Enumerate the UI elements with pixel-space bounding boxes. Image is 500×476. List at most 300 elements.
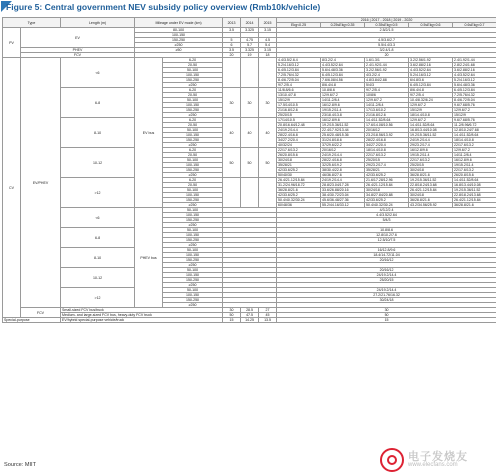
value-ekg: 30/24/18 [409,193,453,198]
value-ekg: 19.2/15.36/11.52 [321,123,365,128]
length-band: >12 [61,288,135,308]
mileage-cell: 100-150 [163,133,223,138]
value-2016-2020: 4.5/3.6/2.7 [277,38,496,43]
value-ekg: 14.4/11.52/8.64 [453,133,496,138]
value-2016-2020: 12.5/10/7.5 [277,238,496,243]
value-ekg: 26.4/21.12/15.84 [365,183,409,188]
mileage-cell: 150-250 [163,238,223,243]
value-ekg: 26.4/21.12/15.84 [453,198,496,203]
mileage-cell: 50-100 [163,288,223,293]
value-2013: 5 [223,38,241,43]
value-2013: 15 [223,318,241,323]
value-2015: 30 [259,88,277,118]
value-ekg: 40/32/24 [277,143,321,148]
value-ekg: 26.4/21.12/15.84 [409,188,453,193]
fcv-category: Medium- and large-sized FCV bus, heavy-duty FCV truck [61,313,223,318]
value-ekg: 12.8/10.24/7.68 [453,128,496,133]
value-ekg: 5.2/4.16/3.12 [277,63,321,68]
value-2016-2020: 30/24/18 [277,298,496,303]
value-ekg: 8/3.2/2.4 [321,58,365,63]
figure-title-bar [0,0,500,14]
value-ekg: 4.4/3.52/2.64 [321,63,365,68]
mileage-cell: ≥250 [163,203,223,208]
value-ekg: 8.4/6.72/5.04 [277,78,321,83]
value-ekg: 15/12/9 [409,108,453,113]
value-ekg: 42/33.6/25.2 [277,168,321,173]
value-2015: 27 [259,308,277,313]
value-ekg: 15/12/9 [453,113,496,118]
value-ekg: 12/9.6/7.2 [365,98,409,103]
cv-ev-row [3,58,497,63]
value-ekg: 1.6/1.3/1 [365,58,409,63]
value-ekg: 18/14.4/10.8 [453,138,496,143]
value-2014: 4.75 [241,38,259,43]
mileage-cell: 6-20 [163,58,223,63]
value-ekg: 2.8/2.24/1.68 [453,63,496,68]
value-2016-2020: 15 [277,318,496,323]
value-ekg: 18/14.4/10.8 [365,148,409,153]
value-ekg: 38.4/30.72/23.04 [321,193,365,198]
value-2016-2020: 25/20/15 [277,278,496,283]
value-ekg: 17/13.6/10.2 [365,108,409,113]
value-2013: 6 [223,43,241,48]
value-2014: 3.325 [241,28,259,33]
mileage-cell: 150-250 [163,78,223,83]
value-ekg: 28.8/23.04/17.28 [321,183,365,188]
type-pv-ev: EV [21,28,135,48]
value-ekg: 10/8/6 [365,93,409,98]
value-ekg: 3.6/2.88/2.16 [453,68,496,73]
value-2015: 40 [259,118,277,148]
value-ekg: 12/9.6/7.2 [409,103,453,108]
mileage-cell: ≥250 [163,173,223,178]
watermark-url: www.elecfans.com [408,462,458,468]
value-ekg: 14.4/11.52/8.64 [409,123,453,128]
mileage-cell: 150-250 [163,198,223,203]
value-ekg: 4.8/3.84/2.88 [365,78,409,83]
value-ekg: 12/9.6/7.2 [321,93,365,98]
value-2016-2020: 50 [277,313,496,318]
mileage-cell: ≥250 [163,143,223,148]
value-ekg: 24/19.2/14.4 [277,128,321,133]
value-ekg: 9/7.2/5.4 [277,83,321,88]
value-ekg: 26.4/21.12/15.84 [277,178,321,183]
mileage-cell: 20-50 [163,123,223,128]
value-2014: 19 [241,53,259,58]
value-ekg: 36/28.8/21.6 [409,198,453,203]
value-ekg: 9/7.2/5.4 [409,93,453,98]
mileage-cell: ≥250 [163,263,223,268]
cv-ev-row [3,178,497,183]
value-ekg: 14.4/11.52/8.64 [453,178,496,183]
length-band: 10-12 [61,268,135,288]
value-ekg: 28/22.4/16.8 [365,138,409,143]
mileage-cell: 150-250 [163,218,223,223]
value-ekg: 5.6/4.48/3.36 [321,68,365,73]
value-ekg: 25/20/15 [409,163,453,168]
value-ekg: 22/17.6/13.2 [365,153,409,158]
value-ekg: 31/24.8/18.6 [321,138,365,143]
value-ekg: 19/15.2/11.4 [453,163,496,168]
mileage-cell: 6-20 [163,178,223,183]
mileage-cell: ≥250 [163,113,223,118]
value-ekg: 38/30.4/22.8 [321,168,365,173]
mileage-cell: 50-100 [163,208,223,213]
value-ekg: 20/16/12 [365,128,409,133]
header-ekg-band: 0.6≤Ekg<0.7 [453,23,496,28]
type-special-purpose: Special-purpose [3,318,61,323]
value-ekg: 36/28.8/21.6 [409,173,453,178]
value-2016-2020: 20/16/12 [277,258,496,263]
header-2015: 2015 [259,18,277,28]
value-ekg: 8/6.4/4.8 [409,88,453,93]
value-ekg: 34.8/27.84/20.88 [365,193,409,198]
value-ekg: 34/27.2/20.4 [277,138,321,143]
value-ekg: 5/4/3 [365,83,409,88]
value-ekg: 10.8/8.6 [321,88,365,93]
value-ekg: 4.4/3.52/2.64 [409,68,453,73]
mileage-cell: 6-20 [163,88,223,93]
value-ekg: 13/10.4/7.8 [277,93,321,98]
value-ekg: 43.2/34.56/25.92 [409,203,453,208]
mileage-cell: 20-50 [163,153,223,158]
value-2016-2020: 10.8/8.6 [277,228,496,233]
value-2014 [241,178,259,208]
value-ekg: 9/7.2/5.4 [365,88,409,93]
subsidy-table-wrap [2,17,496,459]
value-ekg: 17.5/14/10.5 [277,103,321,108]
value-ekg: 21.6/17.28/12.96 [365,178,409,183]
mileage-cell: 100-150 [163,273,223,278]
length-band: 6-8 [61,228,135,248]
value-ekg: 10.4/8.32/6.24 [409,98,453,103]
value-ekg: 5.2/4.16/3.12 [409,73,453,78]
value-ekg: 2.4/1.92/1.44 [365,63,409,68]
value-ekg: 11.2/8.96/6.72 [453,123,496,128]
value-ekg: 21/16.8/12.6 [365,113,409,118]
mileage-cell: 50-100 [163,98,223,103]
value-ekg: 28/22.4/16.8 [277,133,321,138]
mileage-cell: 100-150 [163,293,223,298]
type-phev-bus: PHEV bus [135,208,163,308]
value-2013 [223,58,241,88]
value-ekg: 50.4/40.32/30.24 [365,203,409,208]
value-2014: 5.7 [241,43,259,48]
header-2013: 2013 [223,18,241,28]
watermark [380,448,492,472]
value-2016-2020: 20 [277,53,496,58]
value-ekg: 15/12/9 [277,98,321,103]
value-ekg: 6/4.8/3.6 [409,78,453,83]
cv-ev-row [3,88,497,93]
value-ekg: 14/11.2/8.4 [321,98,365,103]
value-ekg: 50/40/30 [277,173,321,178]
mileage-cell: 20-50 [163,93,223,98]
mileage-cell: 50-100 [163,228,223,233]
value-ekg: 37/29.6/22.2 [321,143,365,148]
value-ekg: 6.4/5.12/3.84 [277,68,321,73]
value-ekg: 32/25.6/19.2 [321,163,365,168]
mileage-cell: ≥250 [135,43,223,48]
header-ekg-band: 0.25≤Ekg<0.35 [321,23,365,28]
value-2014: 30 [241,88,259,118]
value-ekg: 7.2/5.76/4.32 [453,93,496,98]
length-band: 6-8 [61,88,135,118]
length-band: >12 [61,178,135,208]
value-ekg: 22/17.6/13.2 [453,143,496,148]
mileage-cell: 50-100 [163,248,223,253]
value-ekg: 30/24/18 [409,168,453,173]
mileage-cell: ≥250 [163,303,223,308]
value-ekg: 12/9.6/7.2 [453,148,496,153]
mileage-cell: 150-250 [163,168,223,173]
value-ekg: 22/17.6/13.2 [453,168,496,173]
value-ekg: 17/14/10.5 [277,118,321,123]
value-ekg: 22.4/17.92/13.44 [321,128,365,133]
value-2016-2020: 5.5/4.4/3.3 [277,43,496,48]
type-pv-phev: PHEV [21,48,135,53]
value-ekg: 12/9.6/7.2 [409,118,453,123]
value-ekg: 22.8/18.24/13.68 [409,183,453,188]
value-ekg: 31.2/24.96/18.72 [277,183,321,188]
mileage-cell: 150-250 [163,298,223,303]
mileage-cell: ≥250 [163,83,223,88]
mileage-cell: ≥250 [163,243,223,248]
value-ekg: 19/15.2/11.4 [321,108,365,113]
value-ekg: 6.4/5.12/3.84 [453,88,496,93]
mileage-cell: 6-20 [163,148,223,153]
length-band: 10-12 [61,148,135,178]
value-ekg: 8.4/6.72/5.04 [453,98,496,103]
value-2014: 47.5 [241,313,259,318]
mileage-cell: 20-50 [163,63,223,68]
mileage-cell: 100-150 [163,253,223,258]
mileage-cell: 150-250 [163,138,223,143]
value-ekg: 16/12.8/9.6 [321,103,365,108]
value-2016-2020: 24/19.2/14.4 [277,288,496,293]
value-ekg: 19.2/15.36/11.52 [409,133,453,138]
value-2013: 50 [223,148,241,178]
value-2016-2020: 4/3.2/2.4 [277,208,496,213]
value-ekg: 21/16.8/12.6 [277,108,321,113]
value-ekg: 25.6/20.48/15.36 [321,133,365,138]
value-ekg: 25/20/15 [365,158,409,163]
value-ekg: 25/20/15 [277,113,321,118]
value-ekg: 4.4/3.5/2.6.4 [277,58,321,63]
value-ekg: 42/33.6/25.2 [277,193,321,198]
mileage-cell: 100-150 [163,103,223,108]
value-2016-2020: 3/2.4/1.8 [277,48,496,53]
value-2016-2020: 2.5/2/1.5 [277,28,496,33]
mileage-cell: 50-100 [163,68,223,73]
value-2016-2020: 5/4/3 [277,218,496,223]
value-2016-2020: 20/16/12 [277,268,496,273]
value-ekg: 24/19.2/14.4 [321,178,365,183]
value-2014: 3.325 [241,48,259,53]
value-2015: 45 [259,313,277,318]
value-ekg: 29/23.2/17.4 [365,163,409,168]
mileage-cell: 100-150 [163,163,223,168]
mileage-cell: 150-250 [135,38,223,43]
value-ekg: 30/24/18 [365,188,409,193]
type-pv-fcv: FCV [21,53,135,58]
mileage-cell: 50-100 [163,158,223,163]
mileage-cell: 100-150 [163,193,223,198]
mileage-cell: 50-100 [163,268,223,273]
value-ekg: 20/16/12 [321,148,365,153]
value-2015 [259,178,277,208]
value-2013: 50 [223,313,241,318]
value-2016-2020: 27.2/21.76/16.32 [277,293,496,298]
value-ekg: 24/19.2/14.4 [321,153,365,158]
header-2016-2020: 2016 | 2017 - 2018 | 2019 - 2020 [277,18,496,23]
elecfans-logo-icon [380,448,404,472]
subsidy-table [2,17,496,323]
value-2013: 30 [223,88,241,118]
value-ekg: 2.4/1.92/1.44 [453,58,496,63]
mileage-cell: 150-250 [163,278,223,283]
type-ev-bus: EV bus [135,58,163,208]
length-band: 8-10 [61,118,135,148]
value-ekg: 9.6/7.68/5.76 [453,103,496,108]
value-ekg: 30/24/18 [277,158,321,163]
value-2015: 3.15 [259,28,277,33]
value-ekg: 19.2/15.36/11.52 [409,178,453,183]
value-ekg: 16/12.8/9.6 [409,148,453,153]
value-2015: 13.5 [259,318,277,323]
header-mileage: Mileage under EV mode (km) [135,18,223,28]
type-pv: PV [3,28,21,58]
value-2015: 5.4 [259,43,277,48]
value-ekg: 36/28.8/21.6 [277,188,321,193]
value-ekg: 11/8.8/6.6 [277,88,321,93]
value-ekg: 3.2/2.56/1.92 [365,68,409,73]
value-ekg: 14.4/11.52/8.64 [365,118,409,123]
mileage-cell: 6-20 [163,118,223,123]
value-ekg: 34/27.2/20.4 [365,143,409,148]
value-ekg: 26/20.8/15.6 [277,153,321,158]
value-2013: 3.5 [223,28,241,33]
value-2013 [223,178,241,208]
value-2013: 20 [223,53,241,58]
type-cv-evphev: EV/PHEV [21,58,61,308]
value-2013: 30 [223,308,241,313]
header-ekg-band: 0.5≤Ekg<0.6 [409,23,453,28]
value-ekg: 7.6/6.08/4.56 [321,78,365,83]
value-ekg: 4.4/3.52/2.64 [453,73,496,78]
value-ekg: 3.6/2.88/2.16 [409,63,453,68]
length-band: <6 [61,208,135,228]
cv-ev-row [3,118,497,123]
value-2016-2020: 4.4/3.52/2.64 [277,213,496,218]
value-2014: 40 [241,118,259,148]
mileage-cell: ≥250 [163,283,223,288]
mileage-cell: 150-250 [163,108,223,113]
value-2015: 4.5 [259,38,277,43]
special-category: EV/hybrid special-purpose vehicle/truck [61,318,223,323]
value-ekg: 35/28/21 [365,168,409,173]
value-ekg: 5.2/4.16/3.12 [453,78,496,83]
value-ekg: 50.4/40.32/30.24 [277,198,321,203]
value-ekg: 16/12.8/9.6 [321,118,365,123]
value-ekg: 7.2/5.76/4.32 [277,73,321,78]
mileage-cell: 50-100 [163,128,223,133]
value-ekg: 46/36.8/27.6 [321,173,365,178]
value-ekg: 22/17.6/13.2 [409,158,453,163]
header-ekg-band: Ekg<0.25 [277,23,321,28]
value-2013: 40 [223,118,241,148]
value-ekg: 3.2/2.56/1.92 [409,58,453,63]
mileage-cell: 150-250 [163,258,223,263]
value-2016-2020: 18.4/14.72/11.04 [277,253,496,258]
figure-title: Figure 5: Central government NEV subsidy policy overview (Rmb10k/vehicle) [6,2,321,12]
value-ekg: 19/15.2/11.4 [409,153,453,158]
watermark-brand: 电子发烧友 [408,451,468,463]
value-2016-2020: 12.8/10.2/7.6 [277,233,496,238]
header-ekg-band: 0.35≤Ekg<0.5 [365,23,409,28]
mileage-cell: 100-150 [135,33,223,38]
value-ekg: 16/12.8/9.6 [453,158,496,163]
value-ekg: 22.8/18.24/13.68 [453,193,496,198]
value-ekg: 5.6/4.48/3.36 [453,83,496,88]
value-2016-2020: 16/12.8/9.6 [277,248,496,253]
value-ekg: 20.8/16.64/12.48 [277,123,321,128]
value-ekg: 42/33.6/25.2 [365,173,409,178]
value-ekg: 18/14.4/10.8 [409,113,453,118]
value-ekg: 16.8/13.44/10.08 [409,128,453,133]
mileage-cell: 100-150 [163,73,223,78]
source-note: Source: MIIT [4,462,37,468]
header-type: Type [3,18,61,28]
value-2014: 50 [241,148,259,178]
mileage-cell: 100-150 [163,213,223,218]
value-ekg: 17.6/14.08/10.56 [365,123,409,128]
fcv-category: Small-sized FCV bus/truck [61,308,223,313]
header-length: Length (m) [61,18,135,28]
value-2016-2020: 30 [277,308,496,313]
value-ekg: 26/20.8/15.6 [453,173,496,178]
header-2014: 2014 [241,18,259,28]
value-2015: 50 [259,148,277,178]
value-ekg: 6.4/5.12/3.84 [321,73,365,78]
value-ekg: 55.2/44.16/33.12 [321,203,365,208]
value-2014 [241,58,259,88]
value-2015 [259,58,277,88]
value-ekg: 6.4/5.12/3.84 [409,83,453,88]
length-band: 8-10 [61,248,135,268]
cv-ev-row [3,148,497,153]
mileage-cell: ≥50 [135,48,223,53]
value-ekg: 23.2/18.56/13.92 [365,133,409,138]
mileage-cell: 100-150 [163,233,223,238]
type-cv-fcv: FCV [21,308,61,318]
value-ekg: 14/11.2/8.4 [453,153,496,158]
mileage-cell: 20-50 [163,183,223,188]
mileage-cell: 80-100 [135,28,223,33]
value-ekg: 35/28/21 [277,163,321,168]
value-2015: 3.15 [259,48,277,53]
value-ekg: 42/33.6/25.2 [365,198,409,203]
type-cv: CV [3,58,21,318]
value-2013: 3.5 [223,48,241,53]
mileage-cell: 50-100 [163,188,223,193]
value-ekg: 28/22.4/16.8 [321,158,365,163]
value-ekg: 24/19.2/14.4 [409,138,453,143]
special-purpose-row [3,318,497,323]
value-2014: 28.5 [241,308,259,313]
value-ekg: 14/11.2/8.4 [365,103,409,108]
value-ekg: 36/28.8/21.6 [453,203,496,208]
